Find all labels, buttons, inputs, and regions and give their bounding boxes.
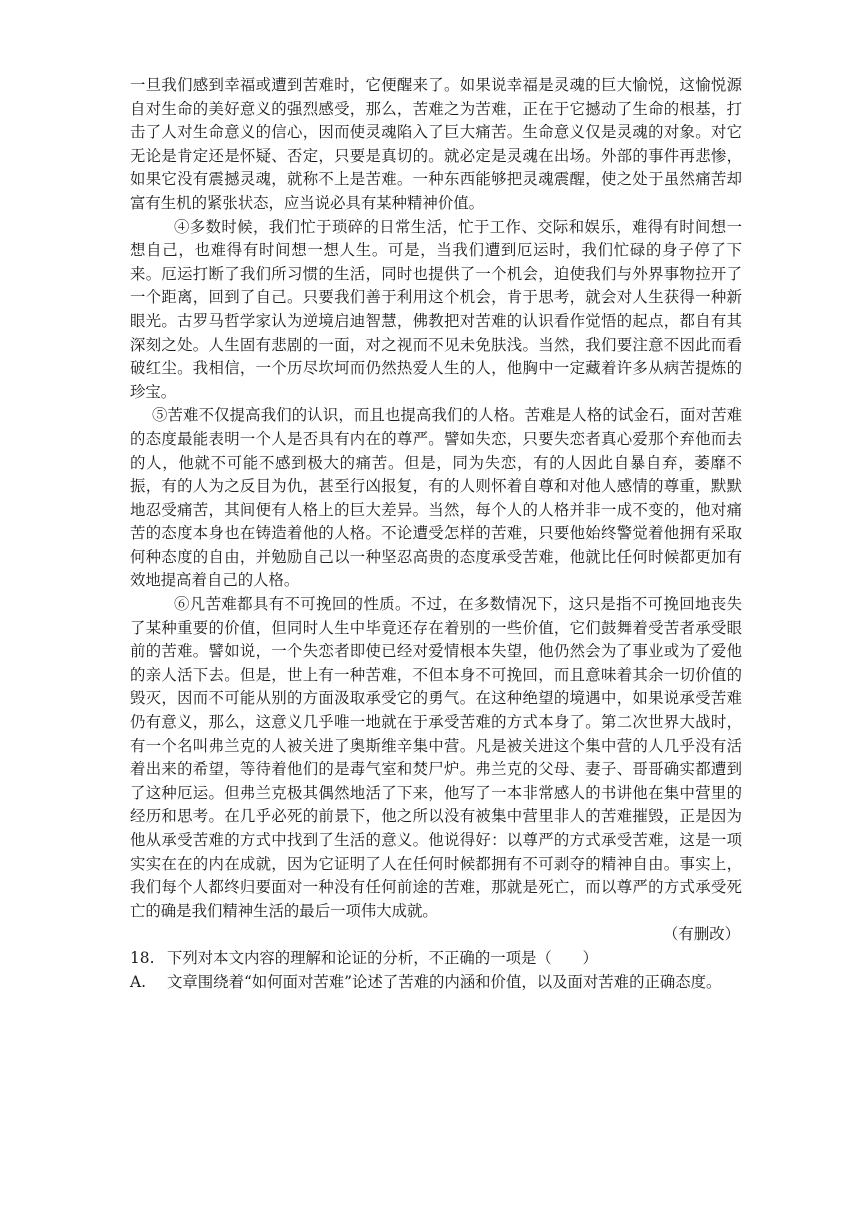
option-a-text: 文章围绕着“如何面对苦难”论述了苦难的内涵和价值，以及面对苦难的正确态度。 (167, 972, 722, 991)
paragraph-6: ⑥凡苦难都具有不可挽回的性质。不过，在多数情况下，这只是指不可挽回地丧失了某种重要的价值，但同时人生中毕竟还存在着别的一些价值，它们鼓舞着受苦者承受眼前的苦难。譬如说，一个失恋者即使已经对爱情根本失望，他仍然会为了事业或为了爱他的亲人活下去。但是，世上有一种苦难，不但本身不可挽回，而且意味着其余一切价值的毁灭，因而不可能从别的方面汲取承受它的勇气。在这种绝望的境遇中，如果说承受苦难仍有意义，那么，这意义几乎唯一地就在于承受苦难的方式本身了。第二次世界大战时，有一个名叫弗兰克的人被关进了奥斯维辛集中营。凡是被关进这个集中营的人几乎没有活着出来的希望，等待着他们的是毒气室和焚尸炉。弗兰克的父母、妻子、哥哥确实都遭到了这种厄运。但弗兰克极其偶然地活了下来，他写了一本非常感人的书讲他在集中营里的经历和思考。在几乎必死的前景下，他之所以没有被集中营里非人的苦难摧毁，正是因为他从承受苦难的方式中找到了生活的意义。他说得好：以尊严的方式承受苦难，这是一项实实在在的内在成就，因为它证明了人在任何时候都拥有不可剥夺的精神自由。事实上，我们每个人都终归要面对一种没有任何前途的苦难，那就是死亡，而以尊严的方式承受死亡的确是我们精神生活的最后一项伟大成就。 (130, 595, 742, 920)
document-page (130, 74, 742, 994)
option-a-label: A. (130, 972, 147, 991)
paragraph-4: ④多数时候，我们忙于琐碎的日常生活，忙于工作、交际和娱乐，难得有时间想一想自己，也难得有时间想一想人生。可是，当我们遭到厄运时，我们忙碌的身子停了下来。厄运打断了我们所习惯的生活，同时也提供了一个机会，迫使我们与外界事物拉开了一个距离，回到了自己。只要我们善于利用这个机会，肯于思考，就会对人生获得一种新眼光。古罗马哲学家认为逆境启迪智慧，佛教把对苦难的认识看作觉悟的起点，都自有其深刻之处。人生固有悲剧的一面，对之视而不见未免肤浅。当然，我们要注意不因此而看破红尘。我相信，一个历尽坎坷而仍然热爱人生的人，他胸中一定藏着许多从病苦提炼的珍宝。 (130, 217, 742, 401)
question-text: 下列对本文内容的理解和论证的分析，不正确的一项是（ ） (167, 948, 598, 967)
question-number: 18. (130, 948, 155, 967)
option-a (130, 971, 742, 995)
paragraph-3-tail: 一旦我们感到幸福或遭到苦难时，它便醒来了。如果说幸福是灵魂的巨大愉悦，这愉悦源自对生命的美好意义的强烈感受，那么，苦难之为苦难，正在于它撼动了生命的根基，打击了人对生命意义的信心，因而使灵魂陷入了巨大痛苦。生命意义仅是灵魂的对象。对它无论是肯定还是怀疑、否定，只要是真切的。就必定是灵魂在出场。外部的事件再悲惨，如果它没有震撼灵魂，就称不上是苦难。一种东西能够把灵魂震醒，使之处于虽然痛苦却富有生机的紧张状态，应当说必具有某种精神价值。 (130, 76, 742, 212)
source-note: （有删改） (663, 925, 740, 944)
question-18 (130, 947, 742, 971)
paragraph-5: ⑤苦难不仅提高我们的认识，而且也提高我们的人格。苦难是人格的试金石，面对苦难的态度最能表明一个人是否具有内在的尊严。譬如失恋，只要失恋者真心爱那个弃他而去的人，他就不可能不感到极大的痛苦。但是，同为失恋，有的人因此自暴自弃，萎靡不振，有的人为之反目为仇，甚至行凶报复，有的人则怀着自尊和对他人感情的尊重，默默地忍受痛苦，其间便有人格上的巨大差异。当然，每个人的人格并非一成不变的，他对痛苦的态度本身也在铸造着他的人格。不论遭受怎样的苦难，只要他始终警觉着他拥有采取何种态度的自由，并勉励自己以一种坚忍高贵的态度承受苦难，他就比任何时候都更加有效地提高着自己的人格。 (130, 406, 742, 590)
